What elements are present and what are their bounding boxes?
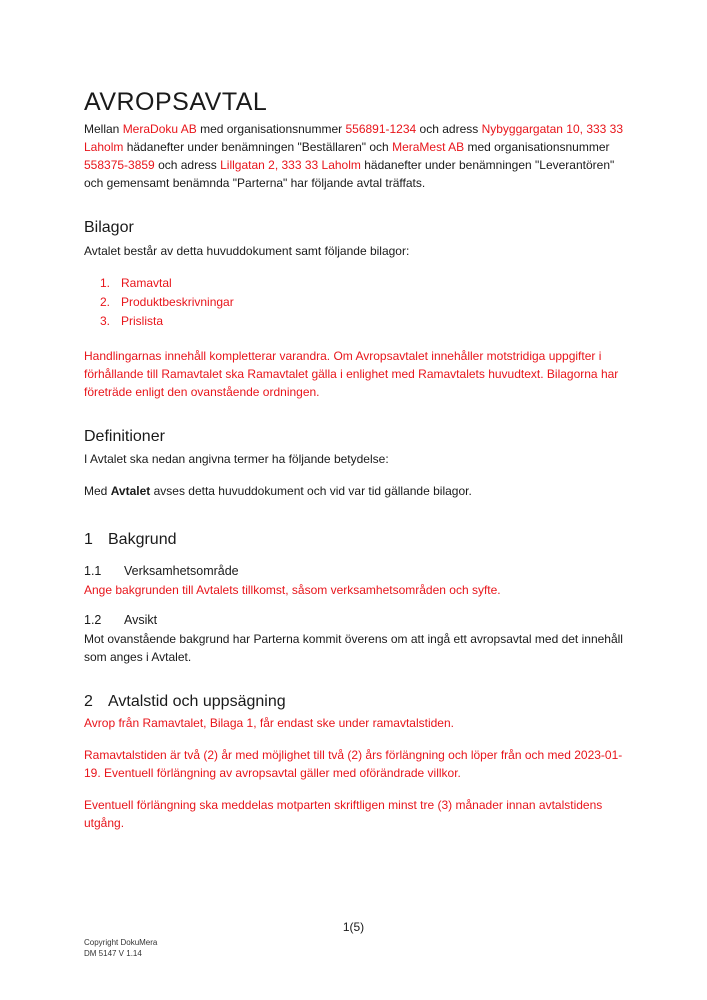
section-2-paragraph-2: Ramavtalstiden är två (2) år med möjlighet till två (2) års förlängning och löper från och med 2023-01-19. Eventuell förlängning av avropsavtal gäller med oförändrade villkor. xyxy=(84,748,623,780)
list-item xyxy=(84,293,629,312)
section-number: 2 xyxy=(84,693,93,710)
section-1-heading xyxy=(84,530,629,550)
bilagor-text: Avtalet består av detta huvuddokument samt följande bilagor: xyxy=(84,244,410,258)
page-number: 1(5) xyxy=(342,920,365,934)
bilagor-list xyxy=(84,274,629,331)
intro-text: med organisationsnummer xyxy=(196,122,346,136)
list-item xyxy=(84,312,629,331)
subsection-title: Verksamhetsområde xyxy=(124,564,239,578)
section-1-1-heading xyxy=(84,562,629,580)
list-item-number: 1. xyxy=(100,276,111,290)
buyer-org-number: 556891-1234 xyxy=(345,122,417,136)
definitioner-text: I Avtalet ska nedan angivna termer ha följande betydelse: xyxy=(84,452,389,466)
intro-text: hädanefter under benämningen "Beställaren" och xyxy=(123,140,393,154)
subsection-title: Avsikt xyxy=(124,613,158,627)
section-title: Avtalstid och uppsägning xyxy=(108,693,286,710)
section-number: 1 xyxy=(84,531,93,548)
supplier-org-number: 558375-3859 xyxy=(84,158,155,172)
list-item-label: Prislista xyxy=(121,314,164,328)
copyright-block xyxy=(84,937,157,959)
document-id: DM 5147 V 1.14 xyxy=(84,949,142,958)
list-item-label: Produktbeskrivningar xyxy=(121,295,234,309)
document-title: AVROPSAVTAL xyxy=(84,88,268,116)
intro-text: och adress xyxy=(154,158,221,172)
definition-term: Avtalet xyxy=(110,484,151,498)
buyer-name: MeraDoku AB xyxy=(122,122,197,136)
intro-text: Mellan xyxy=(84,122,123,136)
list-item xyxy=(84,274,629,293)
section-2-heading xyxy=(84,692,629,712)
section-title: Bakgrund xyxy=(108,531,177,548)
bilagor-heading: Bilagor xyxy=(84,219,134,236)
document-page xyxy=(84,86,629,832)
intro-text: och adress xyxy=(416,122,482,136)
section-2-paragraph-1: Avrop från Ramavtalet, Bilaga 1, får endast ske under ramavtalstiden. xyxy=(84,716,454,730)
copyright-text: Copyright DokuMera xyxy=(84,938,158,947)
supplier-name: MeraMest AB xyxy=(392,140,465,154)
intro-text: med organisationsnummer xyxy=(464,140,610,154)
intro-text: hädanefter under benämningen "Leverantören" och gemensamt benämnda "Parterna" har följande avtal träffats. xyxy=(84,158,615,190)
definition-text: avses detta huvuddokument och vid var tid gällande bilagor. xyxy=(150,484,472,498)
section-1-2-text: Mot ovanstående bakgrund har Parterna kommit överens om att ingå ett avropsavtal med det innehåll som anges i Avtalet. xyxy=(84,632,623,664)
intro-paragraph xyxy=(84,120,629,192)
section-2-paragraph-3: Eventuell förlängning ska meddelas motparten skriftligen minst tre (3) månader innan avtalstidens utgång. xyxy=(84,798,603,830)
definition-avtalet xyxy=(84,482,629,500)
buyer-address: Nybyggargatan 10, 333 33 Laholm xyxy=(84,122,624,154)
list-item-number: 2. xyxy=(100,295,111,309)
section-1-1-text: Ange bakgrunden till Avtalets tillkomst, såsom verksamhetsområden och syfte. xyxy=(84,583,501,597)
definition-text: Med xyxy=(84,484,111,498)
subsection-number: 1.1 xyxy=(84,564,102,578)
list-item-number: 3. xyxy=(100,314,111,328)
section-1-2-heading xyxy=(84,611,629,629)
list-item-label: Ramavtal xyxy=(121,276,172,290)
definitioner-heading: Definitioner xyxy=(84,428,165,445)
subsection-number: 1.2 xyxy=(84,613,102,627)
supplier-address: Lillgatan 2, 333 33 Laholm xyxy=(220,158,361,172)
bilagor-note: Handlingarnas innehåll kompletterar varandra. Om Avropsavtalet innehåller motstridiga uppgifter i förhållande till Ramavtalet ska Ramavtalet gälla i enlighet med Ramavtalets huvudtext. Bilagorna har företräde enligt den ovanstående ordningen. xyxy=(84,349,619,399)
